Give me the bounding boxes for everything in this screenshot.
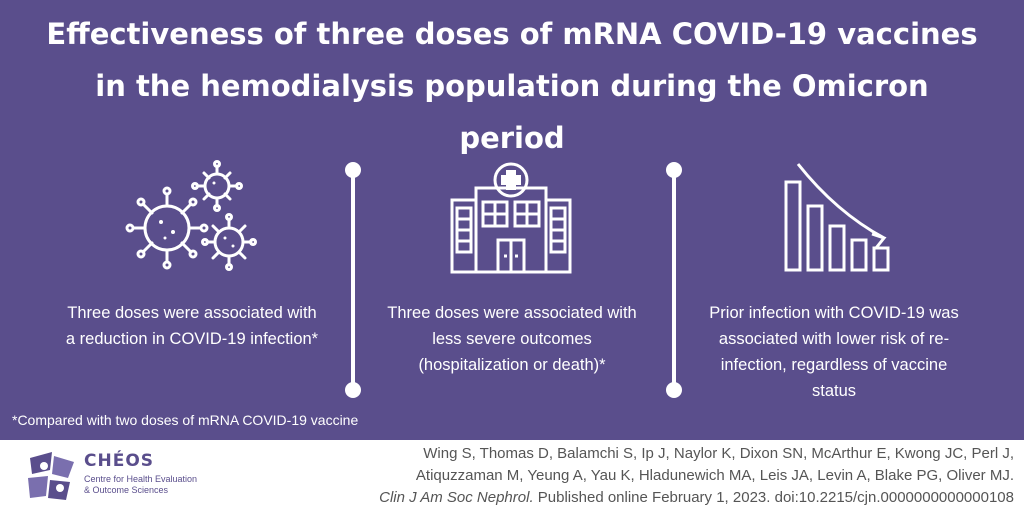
cheos-logo-mark [24, 450, 80, 502]
cheos-logo [24, 450, 224, 502]
virus-large [127, 188, 207, 268]
column-3-text: Prior infection with COVID-19 was associated with lower risk of re-infection, regardless of vaccine status [709, 304, 959, 400]
virus-top-right [193, 162, 242, 211]
logo-name: CHÉOS [84, 451, 155, 471]
infographic-title: Effectiveness of three doses of mRNA COVID-19 vaccines in the hemodialysis population during the Omicron period [46, 17, 978, 155]
column-1-text: Three doses were associated with a reduction in COVID-19 infection* [65, 304, 319, 348]
citation-source [374, 487, 1014, 509]
logo-subtitle [84, 474, 224, 496]
column-2-text: Three doses were associated with less severe outcomes (hospitalization or death)* [387, 304, 637, 374]
citation-authors-line: Atiquzzaman M, Yeung A, Yau K, Hladunewich MA, Leis JA, Levin A, Blake PG, Oliver MJ. [415, 467, 1014, 484]
divider-left [351, 166, 355, 394]
divider-cap [345, 382, 361, 398]
citation-details: Published online February 1, 2023. doi:10.2215/cjn.0000000000000108 [533, 489, 1014, 506]
decreasing-bars-icon [776, 160, 896, 275]
divider-right [672, 166, 676, 394]
citation-journal: Clin J Am Soc Nephrol. [379, 489, 534, 506]
logo-subtitle-line: Centre for Health Evaluation [84, 474, 198, 484]
citation [374, 443, 1014, 509]
divider-cap [345, 162, 361, 178]
divider-cap [666, 162, 682, 178]
citation-authors-line: Wing S, Thomas D, Balamchi S, Ip J, Naylor K, Dixon SN, McArthur E, Kwong JC, Perl J, [423, 445, 1014, 462]
divider-cap [666, 382, 682, 398]
footnote: *Compared with two doses of mRNA COVID-19 vaccine [12, 412, 359, 428]
virus-bottom-right [203, 215, 256, 270]
virus-icon [125, 160, 260, 280]
hospital-icon [446, 160, 576, 275]
logo-subtitle-line: & Outcome Sciences [84, 485, 169, 495]
